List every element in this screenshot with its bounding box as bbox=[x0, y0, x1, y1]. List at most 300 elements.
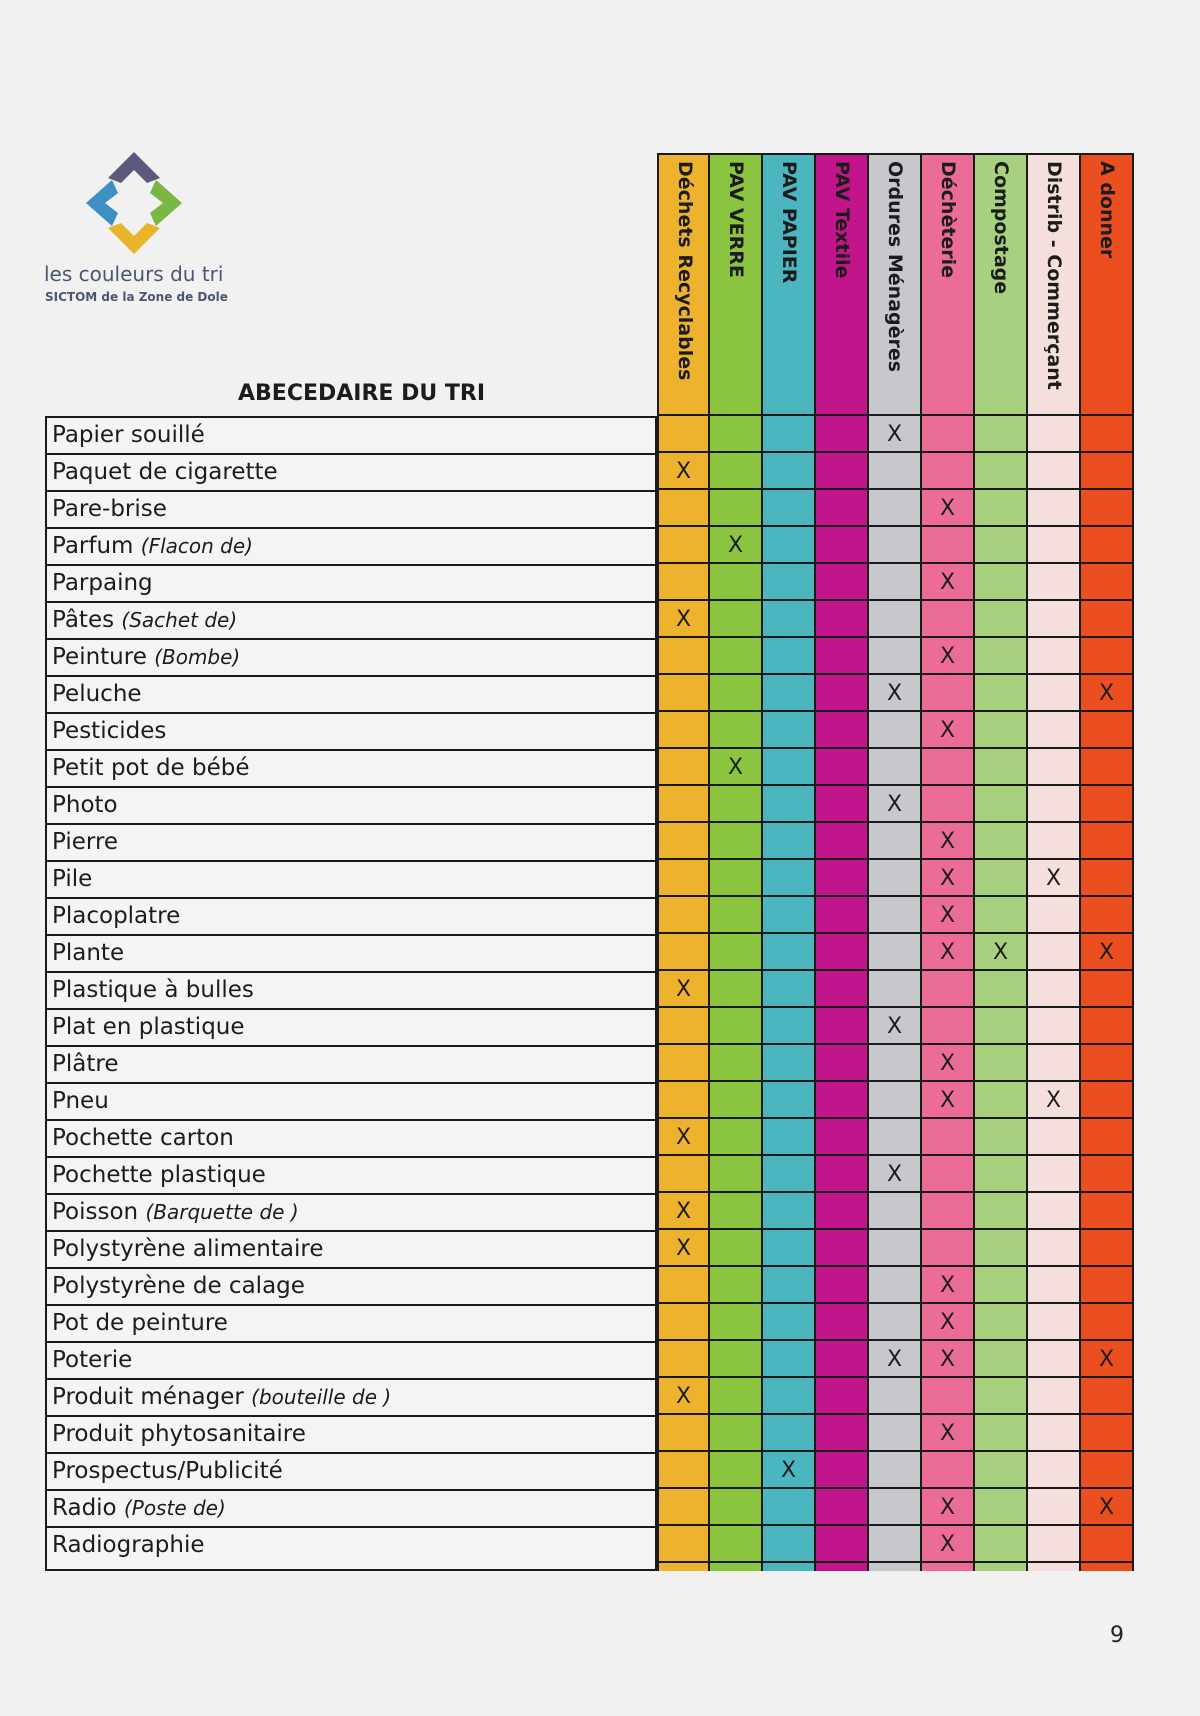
table-row-name bbox=[47, 936, 655, 973]
table-cell bbox=[1028, 712, 1079, 749]
table-cell bbox=[659, 416, 708, 453]
cell-mark: X bbox=[939, 570, 956, 595]
table-cell bbox=[710, 971, 761, 1008]
column-header-label: Distrib - Commerçant bbox=[1043, 161, 1065, 390]
cell-mark: X bbox=[675, 977, 692, 1002]
table-cell bbox=[710, 1526, 761, 1563]
table-cell bbox=[710, 1489, 761, 1526]
table-row-name bbox=[47, 1158, 655, 1195]
table-cell bbox=[1081, 490, 1132, 527]
table-cell bbox=[869, 1045, 920, 1082]
table-cell bbox=[816, 1119, 867, 1156]
item-name: Pâtes bbox=[52, 607, 122, 633]
table-cell bbox=[710, 490, 761, 527]
table-cell bbox=[710, 712, 761, 749]
table-cell bbox=[710, 564, 761, 601]
table-cell bbox=[975, 638, 1026, 675]
table-cell bbox=[869, 601, 920, 638]
table-cell bbox=[659, 749, 708, 786]
category-column bbox=[1081, 153, 1134, 1571]
table-cell bbox=[659, 675, 708, 712]
item-note: (Bombe) bbox=[154, 645, 241, 669]
table-cell bbox=[975, 1008, 1026, 1045]
cell-mark: X bbox=[675, 607, 692, 632]
category-column bbox=[710, 153, 763, 1571]
table-cell bbox=[1081, 971, 1132, 1008]
table-cell bbox=[659, 1415, 708, 1452]
table-row-name bbox=[47, 1491, 655, 1528]
table-cell bbox=[763, 1415, 814, 1452]
cell-mark: X bbox=[939, 829, 956, 854]
logo-subtitle: SICTOM de la Zone de Dole bbox=[45, 290, 228, 304]
table-cell bbox=[1028, 1415, 1079, 1452]
table-cell bbox=[869, 1230, 920, 1267]
table-cell bbox=[922, 934, 973, 971]
table-cell bbox=[659, 564, 708, 601]
table-cell bbox=[763, 1045, 814, 1082]
table-cell bbox=[659, 1452, 708, 1489]
table-row-name bbox=[47, 788, 655, 825]
column-header bbox=[1028, 153, 1079, 416]
table-row-name bbox=[47, 1084, 655, 1121]
table-cell bbox=[659, 897, 708, 934]
table-cell bbox=[816, 601, 867, 638]
table-cell bbox=[869, 1304, 920, 1341]
table-cell bbox=[922, 971, 973, 1008]
page-title: ABECEDAIRE DU TRI bbox=[238, 381, 486, 406]
table-cell bbox=[710, 638, 761, 675]
item-name: Polystyrène de calage bbox=[52, 1273, 305, 1299]
table-cell bbox=[763, 1526, 814, 1563]
table-cell bbox=[922, 1045, 973, 1082]
table-cell bbox=[816, 564, 867, 601]
table-cell bbox=[922, 1341, 973, 1378]
item-note: (Barquette de ) bbox=[145, 1200, 299, 1224]
cell-mark: X bbox=[939, 644, 956, 669]
table-cell bbox=[710, 1452, 761, 1489]
table-cell bbox=[763, 1304, 814, 1341]
table-row-name bbox=[47, 566, 655, 603]
table-cell bbox=[1028, 1156, 1079, 1193]
table-cell bbox=[710, 823, 761, 860]
table-cell bbox=[922, 1119, 973, 1156]
category-column bbox=[869, 153, 922, 1571]
table-cell bbox=[1081, 1045, 1132, 1082]
table-cell bbox=[922, 1526, 973, 1563]
table-cell bbox=[816, 490, 867, 527]
table-cell bbox=[975, 1452, 1026, 1489]
item-name: Poterie bbox=[52, 1347, 133, 1373]
cell-mark: X bbox=[992, 940, 1009, 965]
cell-mark: X bbox=[886, 422, 903, 447]
table-cell bbox=[1081, 1452, 1132, 1489]
table-cell bbox=[975, 786, 1026, 823]
table-cell bbox=[869, 712, 920, 749]
table-row-name bbox=[47, 640, 655, 677]
table-cell bbox=[1081, 1415, 1132, 1452]
column-header bbox=[659, 153, 708, 416]
table-cell bbox=[869, 1378, 920, 1415]
table-cell bbox=[869, 934, 920, 971]
table-cell bbox=[1028, 564, 1079, 601]
column-header-label: A donner bbox=[1096, 161, 1118, 259]
item-name: Plastique à bulles bbox=[52, 977, 254, 1003]
item-note: (Flacon de) bbox=[140, 534, 253, 558]
table-cell bbox=[869, 1193, 920, 1230]
cell-mark: X bbox=[939, 903, 956, 928]
table-cell bbox=[763, 453, 814, 490]
table-cell bbox=[1081, 564, 1132, 601]
table-cell bbox=[1028, 1267, 1079, 1304]
table-cell bbox=[816, 1267, 867, 1304]
table-cell bbox=[763, 712, 814, 749]
table-cell bbox=[816, 1489, 867, 1526]
sorting-table bbox=[45, 153, 1135, 1571]
column-header bbox=[763, 153, 814, 416]
table-cell bbox=[922, 1193, 973, 1230]
table-cell bbox=[1028, 971, 1079, 1008]
column-header bbox=[975, 153, 1026, 416]
table-cell bbox=[869, 1526, 920, 1563]
table-row-name bbox=[47, 455, 655, 492]
cell-mark: X bbox=[886, 1162, 903, 1187]
table-cell bbox=[763, 1082, 814, 1119]
cell-mark: X bbox=[939, 718, 956, 743]
table-cell bbox=[710, 1267, 761, 1304]
table-cell bbox=[869, 1489, 920, 1526]
cell-mark: X bbox=[1098, 1495, 1115, 1520]
cell-mark: X bbox=[886, 1014, 903, 1039]
table-cell bbox=[922, 564, 973, 601]
table-cell bbox=[659, 1230, 708, 1267]
table-cell bbox=[975, 971, 1026, 1008]
item-name: Plante bbox=[52, 940, 125, 966]
table-cell bbox=[922, 1230, 973, 1267]
cell-mark: X bbox=[939, 1310, 956, 1335]
cell-mark: X bbox=[675, 1125, 692, 1150]
table-cell bbox=[869, 786, 920, 823]
item-name: Radiographie bbox=[52, 1532, 205, 1558]
table-row-name bbox=[47, 529, 655, 566]
table-cell bbox=[659, 786, 708, 823]
table-cell bbox=[869, 749, 920, 786]
table-cell bbox=[922, 527, 973, 564]
table-cell bbox=[869, 971, 920, 1008]
table-cell bbox=[1081, 712, 1132, 749]
table-cell bbox=[816, 1156, 867, 1193]
table-cell bbox=[869, 1082, 920, 1119]
cell-mark: X bbox=[1098, 681, 1115, 706]
table-cell bbox=[1028, 823, 1079, 860]
table-cell bbox=[1081, 527, 1132, 564]
table-cell bbox=[659, 1082, 708, 1119]
table-cell bbox=[763, 1489, 814, 1526]
table-cell bbox=[710, 453, 761, 490]
table-cell bbox=[1081, 1267, 1132, 1304]
table-cell bbox=[710, 897, 761, 934]
table-cell bbox=[710, 1341, 761, 1378]
category-column bbox=[1028, 153, 1081, 1571]
table-cell bbox=[1028, 1489, 1079, 1526]
table-cell bbox=[1028, 490, 1079, 527]
cell-mark: X bbox=[1045, 866, 1062, 891]
table-cell bbox=[763, 601, 814, 638]
table-cell bbox=[816, 527, 867, 564]
table-cell bbox=[1081, 786, 1132, 823]
table-cell bbox=[659, 1156, 708, 1193]
table-cell bbox=[710, 749, 761, 786]
table-cell bbox=[975, 1526, 1026, 1563]
table-cell bbox=[816, 823, 867, 860]
cell-mark: X bbox=[1045, 1088, 1062, 1113]
item-name: Plâtre bbox=[52, 1051, 119, 1077]
table-cell bbox=[1081, 601, 1132, 638]
table-cell bbox=[869, 416, 920, 453]
table-cell bbox=[1081, 1082, 1132, 1119]
table-cell bbox=[816, 712, 867, 749]
item-names-column bbox=[45, 416, 657, 1571]
cell-mark: X bbox=[727, 533, 744, 558]
table-cell bbox=[1028, 1378, 1079, 1415]
table-cell bbox=[763, 1230, 814, 1267]
column-header bbox=[922, 153, 973, 416]
table-cell bbox=[975, 564, 1026, 601]
table-cell bbox=[922, 416, 973, 453]
table-cell bbox=[763, 823, 814, 860]
item-name: Petit pot de bébé bbox=[52, 755, 250, 781]
table-cell bbox=[659, 1341, 708, 1378]
table-cell bbox=[975, 675, 1026, 712]
item-name: Pare-brise bbox=[52, 496, 167, 522]
table-cell bbox=[1081, 1193, 1132, 1230]
table-cell bbox=[1028, 1119, 1079, 1156]
table-cell bbox=[763, 786, 814, 823]
table-cell bbox=[816, 1452, 867, 1489]
table-cell bbox=[710, 786, 761, 823]
column-header-label: Déchèterie bbox=[937, 161, 959, 279]
category-column bbox=[922, 153, 975, 1571]
table-cell bbox=[763, 1267, 814, 1304]
column-header-label: Déchets Recyclables bbox=[674, 161, 696, 381]
table-cell bbox=[816, 1526, 867, 1563]
table-cell bbox=[869, 1008, 920, 1045]
table-cell bbox=[922, 1156, 973, 1193]
table-cell bbox=[922, 601, 973, 638]
cell-mark: X bbox=[939, 1495, 956, 1520]
item-name: Pierre bbox=[52, 829, 119, 855]
table-cell bbox=[975, 860, 1026, 897]
table-cell bbox=[869, 1415, 920, 1452]
table-cell bbox=[1081, 749, 1132, 786]
item-name: Prospectus/Publicité bbox=[52, 1458, 283, 1484]
cell-mark: X bbox=[939, 1421, 956, 1446]
table-cell bbox=[1081, 823, 1132, 860]
table-cell bbox=[1081, 453, 1132, 490]
column-header-label: Compostage bbox=[990, 161, 1012, 295]
table-row-name bbox=[47, 603, 655, 640]
table-cell bbox=[1028, 934, 1079, 971]
table-cell bbox=[710, 1415, 761, 1452]
cell-mark: X bbox=[939, 1088, 956, 1113]
table-row-name bbox=[47, 1417, 655, 1454]
table-cell bbox=[869, 823, 920, 860]
table-cell bbox=[1081, 1304, 1132, 1341]
table-cell bbox=[710, 1230, 761, 1267]
column-header-label: PAV PAPIER bbox=[778, 161, 800, 284]
table-row-name bbox=[47, 1047, 655, 1084]
table-cell bbox=[816, 1045, 867, 1082]
cell-mark: X bbox=[939, 940, 956, 965]
table-cell bbox=[869, 638, 920, 675]
table-cell bbox=[763, 1119, 814, 1156]
table-cell bbox=[869, 860, 920, 897]
table-cell bbox=[869, 675, 920, 712]
item-name: Pochette carton bbox=[52, 1125, 234, 1151]
table-cell bbox=[1081, 1341, 1132, 1378]
table-cell bbox=[975, 1119, 1026, 1156]
table-cell bbox=[763, 564, 814, 601]
table-cell bbox=[869, 527, 920, 564]
table-row-name bbox=[47, 1380, 655, 1417]
cell-mark: X bbox=[675, 1384, 692, 1409]
table-cell bbox=[710, 1193, 761, 1230]
table-row-name bbox=[47, 899, 655, 936]
table-cell bbox=[659, 1304, 708, 1341]
table-cell bbox=[659, 712, 708, 749]
item-name: Photo bbox=[52, 792, 118, 818]
cell-mark: X bbox=[886, 1347, 903, 1372]
item-name: Poisson bbox=[52, 1199, 146, 1225]
category-column bbox=[763, 153, 816, 1571]
table-cell bbox=[659, 1045, 708, 1082]
table-cell bbox=[763, 1156, 814, 1193]
cell-mark: X bbox=[939, 1532, 956, 1557]
table-cell bbox=[869, 1452, 920, 1489]
column-header-label: PAV Textile bbox=[831, 161, 853, 279]
table-cell bbox=[1028, 601, 1079, 638]
table-row-name bbox=[47, 1269, 655, 1306]
table-cell bbox=[816, 934, 867, 971]
table-cell bbox=[922, 1378, 973, 1415]
table-row-name bbox=[47, 1195, 655, 1232]
table-cell bbox=[1081, 1526, 1132, 1563]
table-cell bbox=[975, 1489, 1026, 1526]
table-cell bbox=[710, 601, 761, 638]
table-row-name bbox=[47, 677, 655, 714]
table-cell bbox=[816, 749, 867, 786]
table-cell bbox=[975, 1230, 1026, 1267]
table-cell bbox=[1028, 749, 1079, 786]
table-cell bbox=[659, 1193, 708, 1230]
table-cell bbox=[816, 1082, 867, 1119]
table-cell bbox=[659, 823, 708, 860]
table-cell bbox=[659, 934, 708, 971]
table-cell bbox=[922, 638, 973, 675]
table-cell bbox=[1081, 1230, 1132, 1267]
table-cell bbox=[659, 860, 708, 897]
table-cell bbox=[710, 1119, 761, 1156]
table-row-name bbox=[47, 714, 655, 751]
table-cell bbox=[922, 675, 973, 712]
table-cell bbox=[1028, 527, 1079, 564]
column-header bbox=[1081, 153, 1132, 416]
table-cell bbox=[922, 1489, 973, 1526]
cell-mark: X bbox=[675, 1199, 692, 1224]
table-row-name bbox=[47, 751, 655, 788]
table-row-name bbox=[47, 1454, 655, 1491]
table-cell bbox=[763, 934, 814, 971]
table-cell bbox=[975, 712, 1026, 749]
table-cell bbox=[922, 1267, 973, 1304]
table-cell bbox=[816, 1193, 867, 1230]
table-cell bbox=[869, 490, 920, 527]
table-cell bbox=[975, 527, 1026, 564]
cell-mark: X bbox=[939, 496, 956, 521]
table-cell bbox=[816, 416, 867, 453]
table-cell bbox=[659, 1378, 708, 1415]
table-cell bbox=[869, 1156, 920, 1193]
table-cell bbox=[922, 712, 973, 749]
cell-mark: X bbox=[939, 866, 956, 891]
table-cell bbox=[763, 749, 814, 786]
table-cell bbox=[1081, 1156, 1132, 1193]
item-name: Polystyrène alimentaire bbox=[52, 1236, 324, 1262]
table-cell bbox=[1028, 1452, 1079, 1489]
table-cell bbox=[975, 1415, 1026, 1452]
table-cell bbox=[710, 1008, 761, 1045]
table-cell bbox=[975, 601, 1026, 638]
table-cell bbox=[975, 749, 1026, 786]
table-cell bbox=[763, 1008, 814, 1045]
cell-mark: X bbox=[1098, 1347, 1115, 1372]
category-column bbox=[657, 153, 710, 1571]
item-note: (Poste de) bbox=[123, 1496, 226, 1520]
item-name: Plat en plastique bbox=[52, 1014, 245, 1040]
table-cell bbox=[710, 1045, 761, 1082]
table-cell bbox=[710, 1156, 761, 1193]
item-name: Produit phytosanitaire bbox=[52, 1421, 306, 1447]
table-cell bbox=[710, 675, 761, 712]
column-header bbox=[710, 153, 761, 416]
table-cell bbox=[975, 1156, 1026, 1193]
table-cell bbox=[1028, 1193, 1079, 1230]
table-cell bbox=[1028, 675, 1079, 712]
table-cell bbox=[816, 1230, 867, 1267]
table-cell bbox=[869, 564, 920, 601]
table-cell bbox=[816, 638, 867, 675]
table-row-name bbox=[47, 1232, 655, 1269]
table-cell bbox=[922, 453, 973, 490]
table-cell bbox=[659, 971, 708, 1008]
table-cell bbox=[922, 1304, 973, 1341]
table-cell bbox=[1081, 1008, 1132, 1045]
table-cell bbox=[1081, 860, 1132, 897]
table-row-name bbox=[47, 1121, 655, 1158]
column-header bbox=[816, 153, 867, 416]
table-cell bbox=[975, 490, 1026, 527]
table-cell bbox=[763, 1193, 814, 1230]
table-cell bbox=[1028, 1082, 1079, 1119]
table-row-name bbox=[47, 825, 655, 862]
cell-mark: X bbox=[939, 1051, 956, 1076]
table-row-name bbox=[47, 862, 655, 899]
table-cell bbox=[763, 675, 814, 712]
table-cell bbox=[659, 601, 708, 638]
table-cell bbox=[816, 1008, 867, 1045]
table-cell bbox=[869, 897, 920, 934]
table-row-name bbox=[47, 1010, 655, 1047]
table-cell bbox=[1028, 638, 1079, 675]
